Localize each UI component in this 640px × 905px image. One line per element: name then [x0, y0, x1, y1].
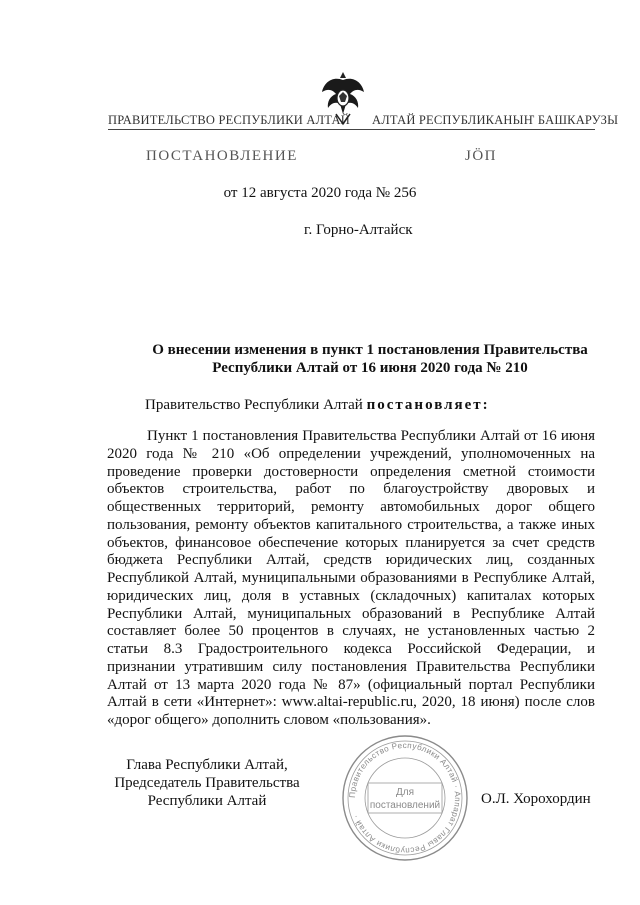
- stamp-ring-text: Правительство Республики Алтай · Аппарат Главы Республики Алтай ·: [347, 740, 463, 856]
- doc-body: Пункт 1 постановления Правительства Республики Алтай от 16 июня 2020 года № 210 «Об определении учреждений, уполномоченных на проведение проверки достоверности определения сметной стоимости объектов строительства, работ по благоустройству дворовых и общественных территорий, ремонту автомобильных дорог общего пользования, ремонту объектов капитального строительства, а также иных объектов, финансовое обеспечение которых планируется за счет средств бюджета Республики Алтай, средств юридических лиц, созданных Республикой Алтай, муниципальными образованиями в Республике Алтай, юридических лиц, доля в уставных (складочных) капиталах которых Республики Алтай, муниципальных образований в Республике Алтай составляет более 50 процентов в случаях, не установленных частью 2 статьи 8.3 Градостроительного кодекса Российской Федерации, и признании утратившим силу постановления Правительства Республики Алтай от 13 марта 2020 года № 87» (официальный портал Республики Алтай в сети «Интернет»: www.altai-republic.ru, 2020, 18 июня) после слов «дорог общего» дополнить словом «пользования».: [107, 428, 595, 728]
- stamp-center-line1: Для: [395, 787, 415, 798]
- resolves-line: [145, 397, 490, 414]
- stamp-center-line2: постановлений: [369, 800, 441, 811]
- resolves-verb: постановляет:: [366, 397, 490, 413]
- signature-position-line: Глава Республики Алтай,: [126, 757, 288, 773]
- doc-type-left: ПОСТАНОВЛЕНИЕ: [146, 148, 298, 164]
- header-right-text: АЛТАЙ РЕСПУБЛИКАНЫҤ БАШКАРУЗЫ: [372, 113, 619, 127]
- header-left-text: ПРАВИТЕЛЬСТВО РЕСПУБЛИКИ АЛТАЙ: [108, 113, 350, 127]
- official-stamp: [340, 733, 470, 863]
- signature-position: [107, 756, 307, 810]
- signature-name: О.Л. Хорохордин: [481, 791, 591, 807]
- header-divider: [108, 129, 595, 130]
- doc-date: от 12 августа 2020 года № 256: [223, 185, 417, 201]
- signature-position-line: Председатель Правительства: [114, 775, 300, 791]
- doc-type-right: ЈÖП: [465, 148, 498, 164]
- signature-position-line: Республики Алтай: [147, 793, 267, 809]
- resolves-subject: Правительство Республики Алтай: [145, 397, 367, 413]
- doc-title: О внесении изменения в пункт 1 постановления Правительства Республики Алтай от 16 июня 2020 года № 210: [152, 342, 588, 376]
- coat-of-arms-icon: [318, 68, 368, 128]
- doc-city: г. Горно-Алтайск: [304, 222, 413, 238]
